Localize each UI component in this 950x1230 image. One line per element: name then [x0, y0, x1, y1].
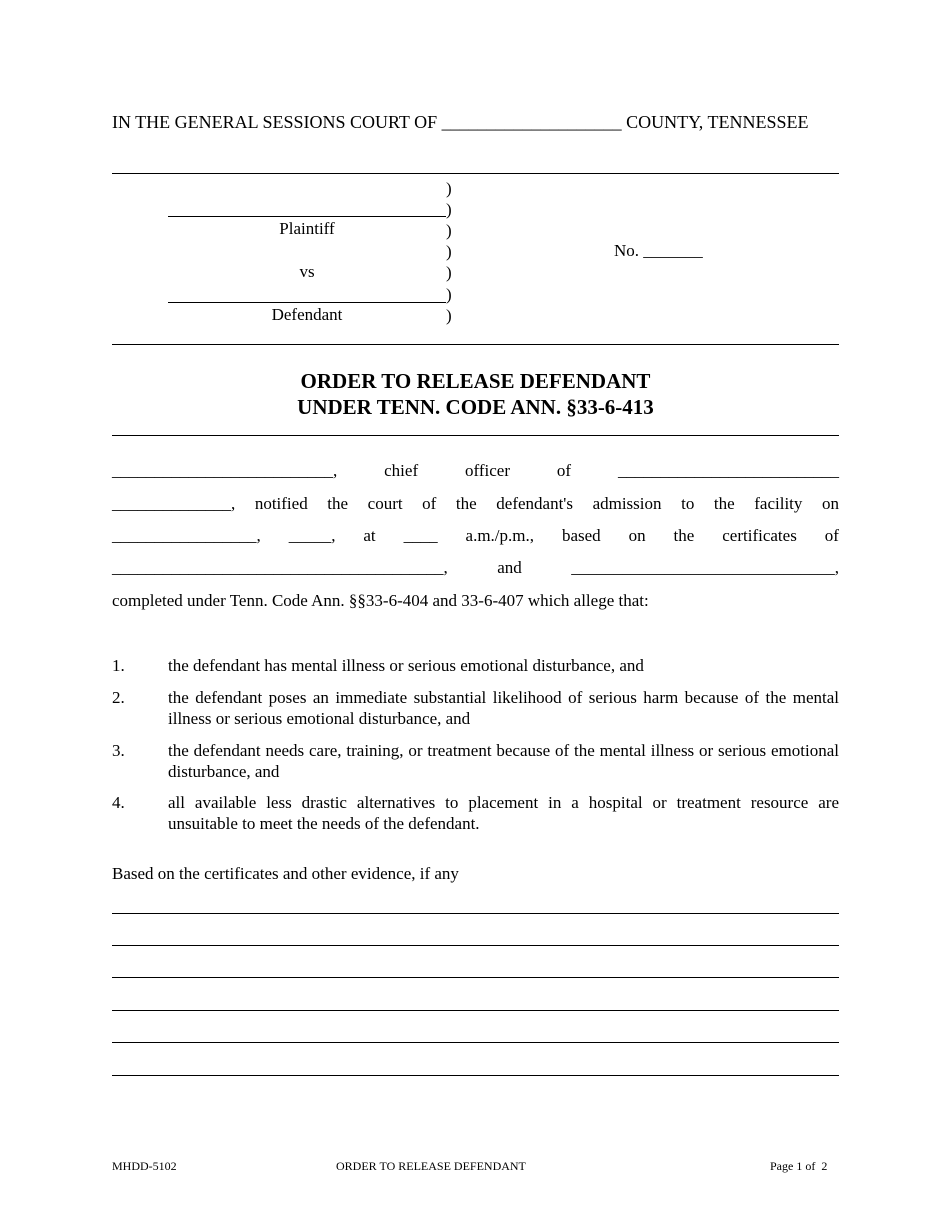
body-line-5: completed under Tenn. Code Ann. §§33-6-404 and 33-6-407 which allege that:: [112, 591, 649, 610]
caption-paren: ): [446, 285, 452, 304]
caption-paren: ): [446, 263, 452, 282]
body-word: the: [673, 526, 695, 545]
certifier-2-blank[interactable]: _______________________________,: [571, 558, 839, 577]
finding-text: all available less drastic alternatives to placement in a hospital or treatment resource are unsuitable to meet the needs of the defendant.: [168, 793, 839, 833]
body-word: and: [497, 558, 522, 577]
body-word: the: [327, 494, 349, 513]
court-heading: IN THE GENERAL SESSIONS COURT OF ____________________ COUNTY, TENNESSEE: [112, 112, 809, 132]
caption-paren: ): [446, 179, 452, 198]
body-word: facility: [754, 494, 803, 513]
evidence-intro: Based on the certificates and other evidence, if any: [112, 864, 459, 883]
caption-divider: [112, 344, 839, 345]
caption-paren: ): [446, 221, 452, 240]
body-word: of: [556, 461, 572, 480]
body-word: on: [628, 526, 646, 545]
certifier-1-blank[interactable]: _______________________________________,: [112, 558, 448, 577]
body-word: notified: [254, 494, 308, 513]
finding-text: the defendant poses an immediate substantial likelihood of serious harm because of the mental illness or serious emotional disturbance, and: [168, 688, 839, 728]
body-word: a.m./p.m.,: [465, 526, 534, 545]
plaintiff-name-line[interactable]: [168, 216, 446, 217]
footer-form-title: ORDER TO RELEASE DEFENDANT: [336, 1159, 526, 1173]
body-word: certificates: [722, 526, 797, 545]
evidence-blank-line[interactable]: [112, 913, 839, 914]
body-word: the: [455, 494, 477, 513]
caption-paren: ): [446, 306, 452, 325]
body-word: the: [713, 494, 735, 513]
body-word: on: [822, 494, 839, 513]
header-divider: [112, 173, 839, 174]
title-divider: [112, 435, 839, 436]
evidence-blank-line[interactable]: [112, 1042, 839, 1043]
body-word: of: [824, 526, 839, 545]
body-word: of: [422, 494, 437, 513]
finding-text: the defendant needs care, training, or treatment because of the mental illness or serious emotional disturbance, and: [168, 741, 839, 781]
admission-year-blank[interactable]: _____,: [288, 526, 336, 545]
finding-number: 2.: [112, 688, 125, 707]
body-word: admission: [592, 494, 662, 513]
body-word: at: [363, 526, 376, 545]
evidence-blank-line[interactable]: [112, 977, 839, 978]
plaintiff-label: Plaintiff: [279, 219, 335, 238]
caption-paren: ): [446, 242, 452, 261]
body-line-3: [112, 526, 839, 546]
vs-label: vs: [299, 262, 315, 281]
body-word: defendant's: [496, 494, 573, 513]
admission-time-blank[interactable]: ____: [403, 526, 438, 545]
admission-date-blank[interactable]: _________________,: [112, 526, 261, 545]
page-indicator: Page 1 of 2: [770, 1159, 828, 1173]
body-word: based: [561, 526, 601, 545]
finding-text: the defendant has mental illness or serious emotional disturbance, and: [168, 656, 644, 675]
body-word: officer: [465, 461, 511, 480]
body-word: court: [367, 494, 403, 513]
facility-name-blank[interactable]: __________________________: [617, 461, 839, 480]
body-word: to: [681, 494, 695, 513]
document-title-line1: ORDER TO RELEASE DEFENDANT: [300, 369, 651, 393]
officer-name-blank[interactable]: __________________________,: [112, 461, 338, 480]
case-number-field[interactable]: No. _______: [614, 241, 703, 260]
evidence-blank-line[interactable]: [112, 1075, 839, 1076]
finding-number: 4.: [112, 793, 125, 812]
form-number: MHDD-5102: [112, 1159, 177, 1173]
caption-paren: ): [446, 200, 452, 219]
finding-number: 3.: [112, 741, 125, 760]
evidence-blank-line[interactable]: [112, 1010, 839, 1011]
body-line-4: [112, 558, 839, 578]
body-word: chief: [384, 461, 419, 480]
defendant-label: Defendant: [271, 305, 343, 324]
body-line-1: [112, 461, 839, 481]
body-line-2: [112, 494, 839, 514]
evidence-blank-line[interactable]: [112, 945, 839, 946]
finding-number: 1.: [112, 656, 125, 675]
defendant-name-line[interactable]: [168, 302, 446, 303]
document-title-line2: UNDER TENN. CODE ANN. §33-6-413: [297, 395, 654, 419]
facility-continued-blank[interactable]: ______________,: [112, 494, 236, 513]
